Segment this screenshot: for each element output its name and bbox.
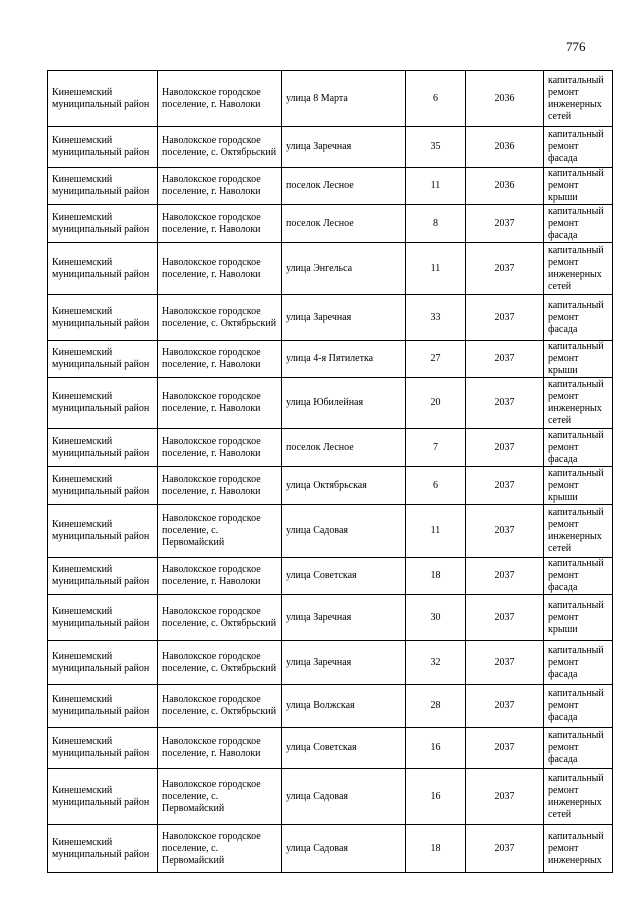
district-cell: Кинешемский муниципальный район xyxy=(48,127,158,168)
table-row xyxy=(48,243,613,295)
settlement-cell: Наволокское городское поселение, г. Наволоки xyxy=(158,429,282,467)
house-number-cell: 30 xyxy=(406,595,466,641)
district-cell: Кинешемский муниципальный район xyxy=(48,825,158,873)
work-type-cell: капитальный ремонт крыши xyxy=(544,168,613,205)
year-cell: 2037 xyxy=(466,595,544,641)
settlement-cell: Наволокское городское поселение, г. Наволоки xyxy=(158,467,282,505)
house-number-cell: 7 xyxy=(406,429,466,467)
settlement-cell: Наволокское городское поселение, с. Октябрьский xyxy=(158,595,282,641)
settlement-cell: Наволокское городское поселение, с. Первомайский xyxy=(158,505,282,558)
settlement-cell: Наволокское городское поселение, г. Наволоки xyxy=(158,243,282,295)
district-cell: Кинешемский муниципальный район xyxy=(48,467,158,505)
work-type-cell: капитальный ремонт инженерных сетей xyxy=(544,378,613,429)
house-number-cell: 35 xyxy=(406,127,466,168)
table-row xyxy=(48,505,613,558)
year-cell: 2037 xyxy=(466,641,544,685)
district-cell: Кинешемский муниципальный район xyxy=(48,295,158,341)
table-row xyxy=(48,685,613,728)
work-type-cell: капитальный ремонт фасада xyxy=(544,295,613,341)
house-number-cell: 27 xyxy=(406,341,466,378)
table-row xyxy=(48,728,613,769)
table-body xyxy=(48,71,613,873)
table-row xyxy=(48,127,613,168)
house-number-cell: 11 xyxy=(406,243,466,295)
work-type-cell: капитальный ремонт инженерных xyxy=(544,825,613,873)
district-cell: Кинешемский муниципальный район xyxy=(48,205,158,243)
year-cell: 2037 xyxy=(466,243,544,295)
work-type-cell: капитальный ремонт фасада xyxy=(544,641,613,685)
street-cell: улица Энгельса xyxy=(282,243,406,295)
street-cell: улица Октябрьская xyxy=(282,467,406,505)
district-cell: Кинешемский муниципальный район xyxy=(48,595,158,641)
table-row xyxy=(48,467,613,505)
district-cell: Кинешемский муниципальный район xyxy=(48,641,158,685)
table-row xyxy=(48,205,613,243)
street-cell: улица Заречная xyxy=(282,595,406,641)
street-cell: поселок Лесное xyxy=(282,429,406,467)
table-row xyxy=(48,429,613,467)
table-row xyxy=(48,71,613,127)
house-number-cell: 32 xyxy=(406,641,466,685)
street-cell: улица 8 Марта xyxy=(282,71,406,127)
year-cell: 2036 xyxy=(466,71,544,127)
settlement-cell: Наволокское городское поселение, с. Октябрьский xyxy=(158,295,282,341)
work-type-cell: капитальный ремонт инженерных сетей xyxy=(544,769,613,825)
house-number-cell: 6 xyxy=(406,71,466,127)
settlement-cell: Наволокское городское поселение, с. Октябрьский xyxy=(158,641,282,685)
year-cell: 2036 xyxy=(466,168,544,205)
work-type-cell: капитальный ремонт фасада xyxy=(544,685,613,728)
settlement-cell: Наволокское городское поселение, с. Первомайский xyxy=(158,769,282,825)
work-type-cell: капитальный ремонт крыши xyxy=(544,467,613,505)
year-cell: 2037 xyxy=(466,769,544,825)
street-cell: улица Заречная xyxy=(282,295,406,341)
street-cell: улица 4-я Пятилетка xyxy=(282,341,406,378)
settlement-cell: Наволокское городское поселение, с. Октябрьский xyxy=(158,685,282,728)
year-cell: 2037 xyxy=(466,467,544,505)
year-cell: 2037 xyxy=(466,429,544,467)
district-cell: Кинешемский муниципальный район xyxy=(48,341,158,378)
settlement-cell: Наволокское городское поселение, г. Наволоки xyxy=(158,558,282,595)
house-number-cell: 18 xyxy=(406,558,466,595)
settlement-cell: Наволокское городское поселение, г. Наволоки xyxy=(158,168,282,205)
street-cell: улица Садовая xyxy=(282,505,406,558)
district-cell: Кинешемский муниципальный район xyxy=(48,378,158,429)
page-number: 776 xyxy=(566,39,586,54)
table-row xyxy=(48,378,613,429)
table-row xyxy=(48,558,613,595)
house-number-cell: 18 xyxy=(406,825,466,873)
year-cell: 2037 xyxy=(466,378,544,429)
settlement-cell: Наволокское городское поселение, г. Наволоки xyxy=(158,71,282,127)
work-type-cell: капитальный ремонт фасада xyxy=(544,558,613,595)
street-cell: улица Садовая xyxy=(282,769,406,825)
settlement-cell: Наволокское городское поселение, г. Наволоки xyxy=(158,378,282,429)
work-type-cell: капитальный ремонт инженерных сетей xyxy=(544,243,613,295)
district-cell: Кинешемский муниципальный район xyxy=(48,505,158,558)
work-type-cell: капитальный ремонт фасада xyxy=(544,728,613,769)
work-type-cell: капитальный ремонт инженерных сетей xyxy=(544,505,613,558)
district-cell: Кинешемский муниципальный район xyxy=(48,243,158,295)
house-number-cell: 33 xyxy=(406,295,466,341)
year-cell: 2037 xyxy=(466,505,544,558)
settlement-cell: Наволокское городское поселение, г. Наволоки xyxy=(158,205,282,243)
year-cell: 2037 xyxy=(466,205,544,243)
settlement-cell: Наволокское городское поселение, г. Наволоки xyxy=(158,728,282,769)
house-number-cell: 20 xyxy=(406,378,466,429)
table-row xyxy=(48,341,613,378)
street-cell: улица Волжская xyxy=(282,685,406,728)
work-type-cell: капитальный ремонт крыши xyxy=(544,341,613,378)
year-cell: 2037 xyxy=(466,728,544,769)
house-number-cell: 28 xyxy=(406,685,466,728)
house-number-cell: 16 xyxy=(406,769,466,825)
street-cell: улица Заречная xyxy=(282,127,406,168)
street-cell: улица Садовая xyxy=(282,825,406,873)
street-cell: улица Советская xyxy=(282,728,406,769)
district-cell: Кинешемский муниципальный район xyxy=(48,429,158,467)
work-type-cell: капитальный ремонт крыши xyxy=(544,595,613,641)
table-row xyxy=(48,168,613,205)
year-cell: 2037 xyxy=(466,341,544,378)
house-number-cell: 11 xyxy=(406,168,466,205)
street-cell: улица Юбилейная xyxy=(282,378,406,429)
table-row xyxy=(48,825,613,873)
capital-repair-table xyxy=(47,70,613,873)
house-number-cell: 16 xyxy=(406,728,466,769)
work-type-cell: капитальный ремонт фасада xyxy=(544,127,613,168)
district-cell: Кинешемский муниципальный район xyxy=(48,71,158,127)
work-type-cell: капитальный ремонт инженерных сетей xyxy=(544,71,613,127)
work-type-cell: капитальный ремонт фасада xyxy=(544,205,613,243)
district-cell: Кинешемский муниципальный район xyxy=(48,769,158,825)
table-row xyxy=(48,595,613,641)
table-row xyxy=(48,295,613,341)
year-cell: 2037 xyxy=(466,558,544,595)
district-cell: Кинешемский муниципальный район xyxy=(48,685,158,728)
settlement-cell: Наволокское городское поселение, с. Октябрьский xyxy=(158,127,282,168)
year-cell: 2037 xyxy=(466,685,544,728)
street-cell: улица Советская xyxy=(282,558,406,595)
table-row xyxy=(48,641,613,685)
year-cell: 2037 xyxy=(466,825,544,873)
street-cell: поселок Лесное xyxy=(282,168,406,205)
settlement-cell: Наволокское городское поселение, г. Наволоки xyxy=(158,341,282,378)
house-number-cell: 11 xyxy=(406,505,466,558)
street-cell: улица Заречная xyxy=(282,641,406,685)
district-cell: Кинешемский муниципальный район xyxy=(48,728,158,769)
house-number-cell: 8 xyxy=(406,205,466,243)
settlement-cell: Наволокское городское поселение, с. Первомайский xyxy=(158,825,282,873)
work-type-cell: капитальный ремонт фасада xyxy=(544,429,613,467)
district-cell: Кинешемский муниципальный район xyxy=(48,168,158,205)
year-cell: 2037 xyxy=(466,295,544,341)
street-cell: поселок Лесное xyxy=(282,205,406,243)
house-number-cell: 6 xyxy=(406,467,466,505)
table-row xyxy=(48,769,613,825)
year-cell: 2036 xyxy=(466,127,544,168)
district-cell: Кинешемский муниципальный район xyxy=(48,558,158,595)
